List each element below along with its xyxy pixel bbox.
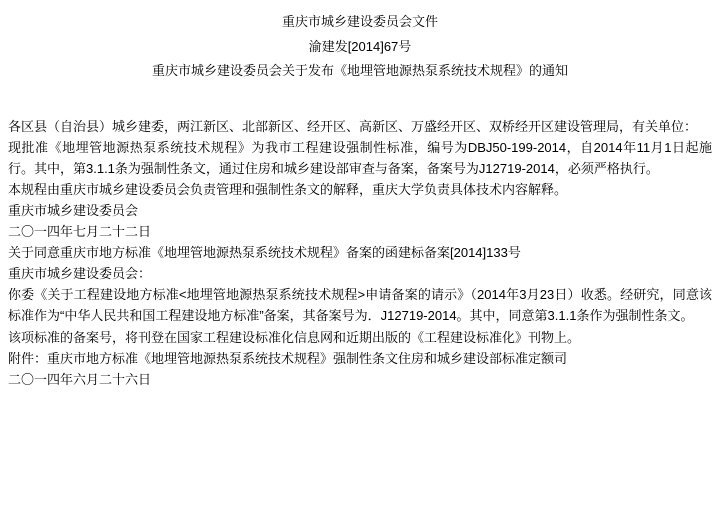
- document-subject: 重庆市城乡建设委员会关于发布《地埋管地源热泵系统技术规程》的通知: [151, 63, 568, 79]
- document-header: [6, 10, 714, 59]
- header-body-spacer: [6, 90, 714, 116]
- signature-date: 二〇一四年七月二十二日: [8, 224, 152, 240]
- signature-organization: 重庆市城乡建设委员会: [8, 203, 139, 219]
- body-paragraph-1: 现批准《地埋管地源热泵系统技术规程》为我市工程建设强制性标准，编号为DBJ50-199-2014，自2014年11月1日起施行。其中，第3.1.1条为强制性条文，通过住房和城乡建设部审查与备案，备案号为J12719-2014，必须严格执行。: [8, 140, 712, 177]
- recipients-line: 各区县（自治县）城乡建委，两江新区、北部新区、经开区、高新区、万盛经开区、双桥经开区建设管理局，有关单位：: [8, 119, 698, 135]
- issuing-organization-title: 重庆市城乡建设委员会文件: [281, 14, 438, 29]
- body-paragraph-4: 该项标准的备案号，将刊登在国家工程建设标准化信息网和近期出版的《工程建设标准化》刊物上。: [8, 329, 581, 345]
- second-document-title: 关于同意重庆市地方标准《地埋管地源热泵系统技术规程》备案的函建标备案[2014]133号: [8, 245, 521, 261]
- body-paragraph-3: 你委《关于工程建设地方标准<地埋管地源热泵系统技术规程>申请备案的请示》（2014年3月23日）收悉。经研究，同意该标准作为“中华人民共和国工程建设地方标准”备案，其备案号为．J12719-2014。其中，同意第3.1.1条作为强制性条文。: [8, 287, 712, 324]
- document-number: 渝建发[2014]67号: [308, 38, 412, 54]
- second-document-recipient: 重庆市城乡建设委员会：: [8, 266, 152, 282]
- attachment-line: 附件：重庆市地方标准《地埋管地源热泵系统技术规程》强制性条文住房和城乡建设部标准定额司: [8, 350, 568, 366]
- document-body: [6, 116, 714, 390]
- body-paragraph-2: 本规程由重庆市城乡建设委员会负责管理和强制性条文的解释，重庆大学负责具体技术内容解释。: [8, 182, 568, 198]
- final-date: 二〇一四年六月二十六日: [8, 371, 152, 387]
